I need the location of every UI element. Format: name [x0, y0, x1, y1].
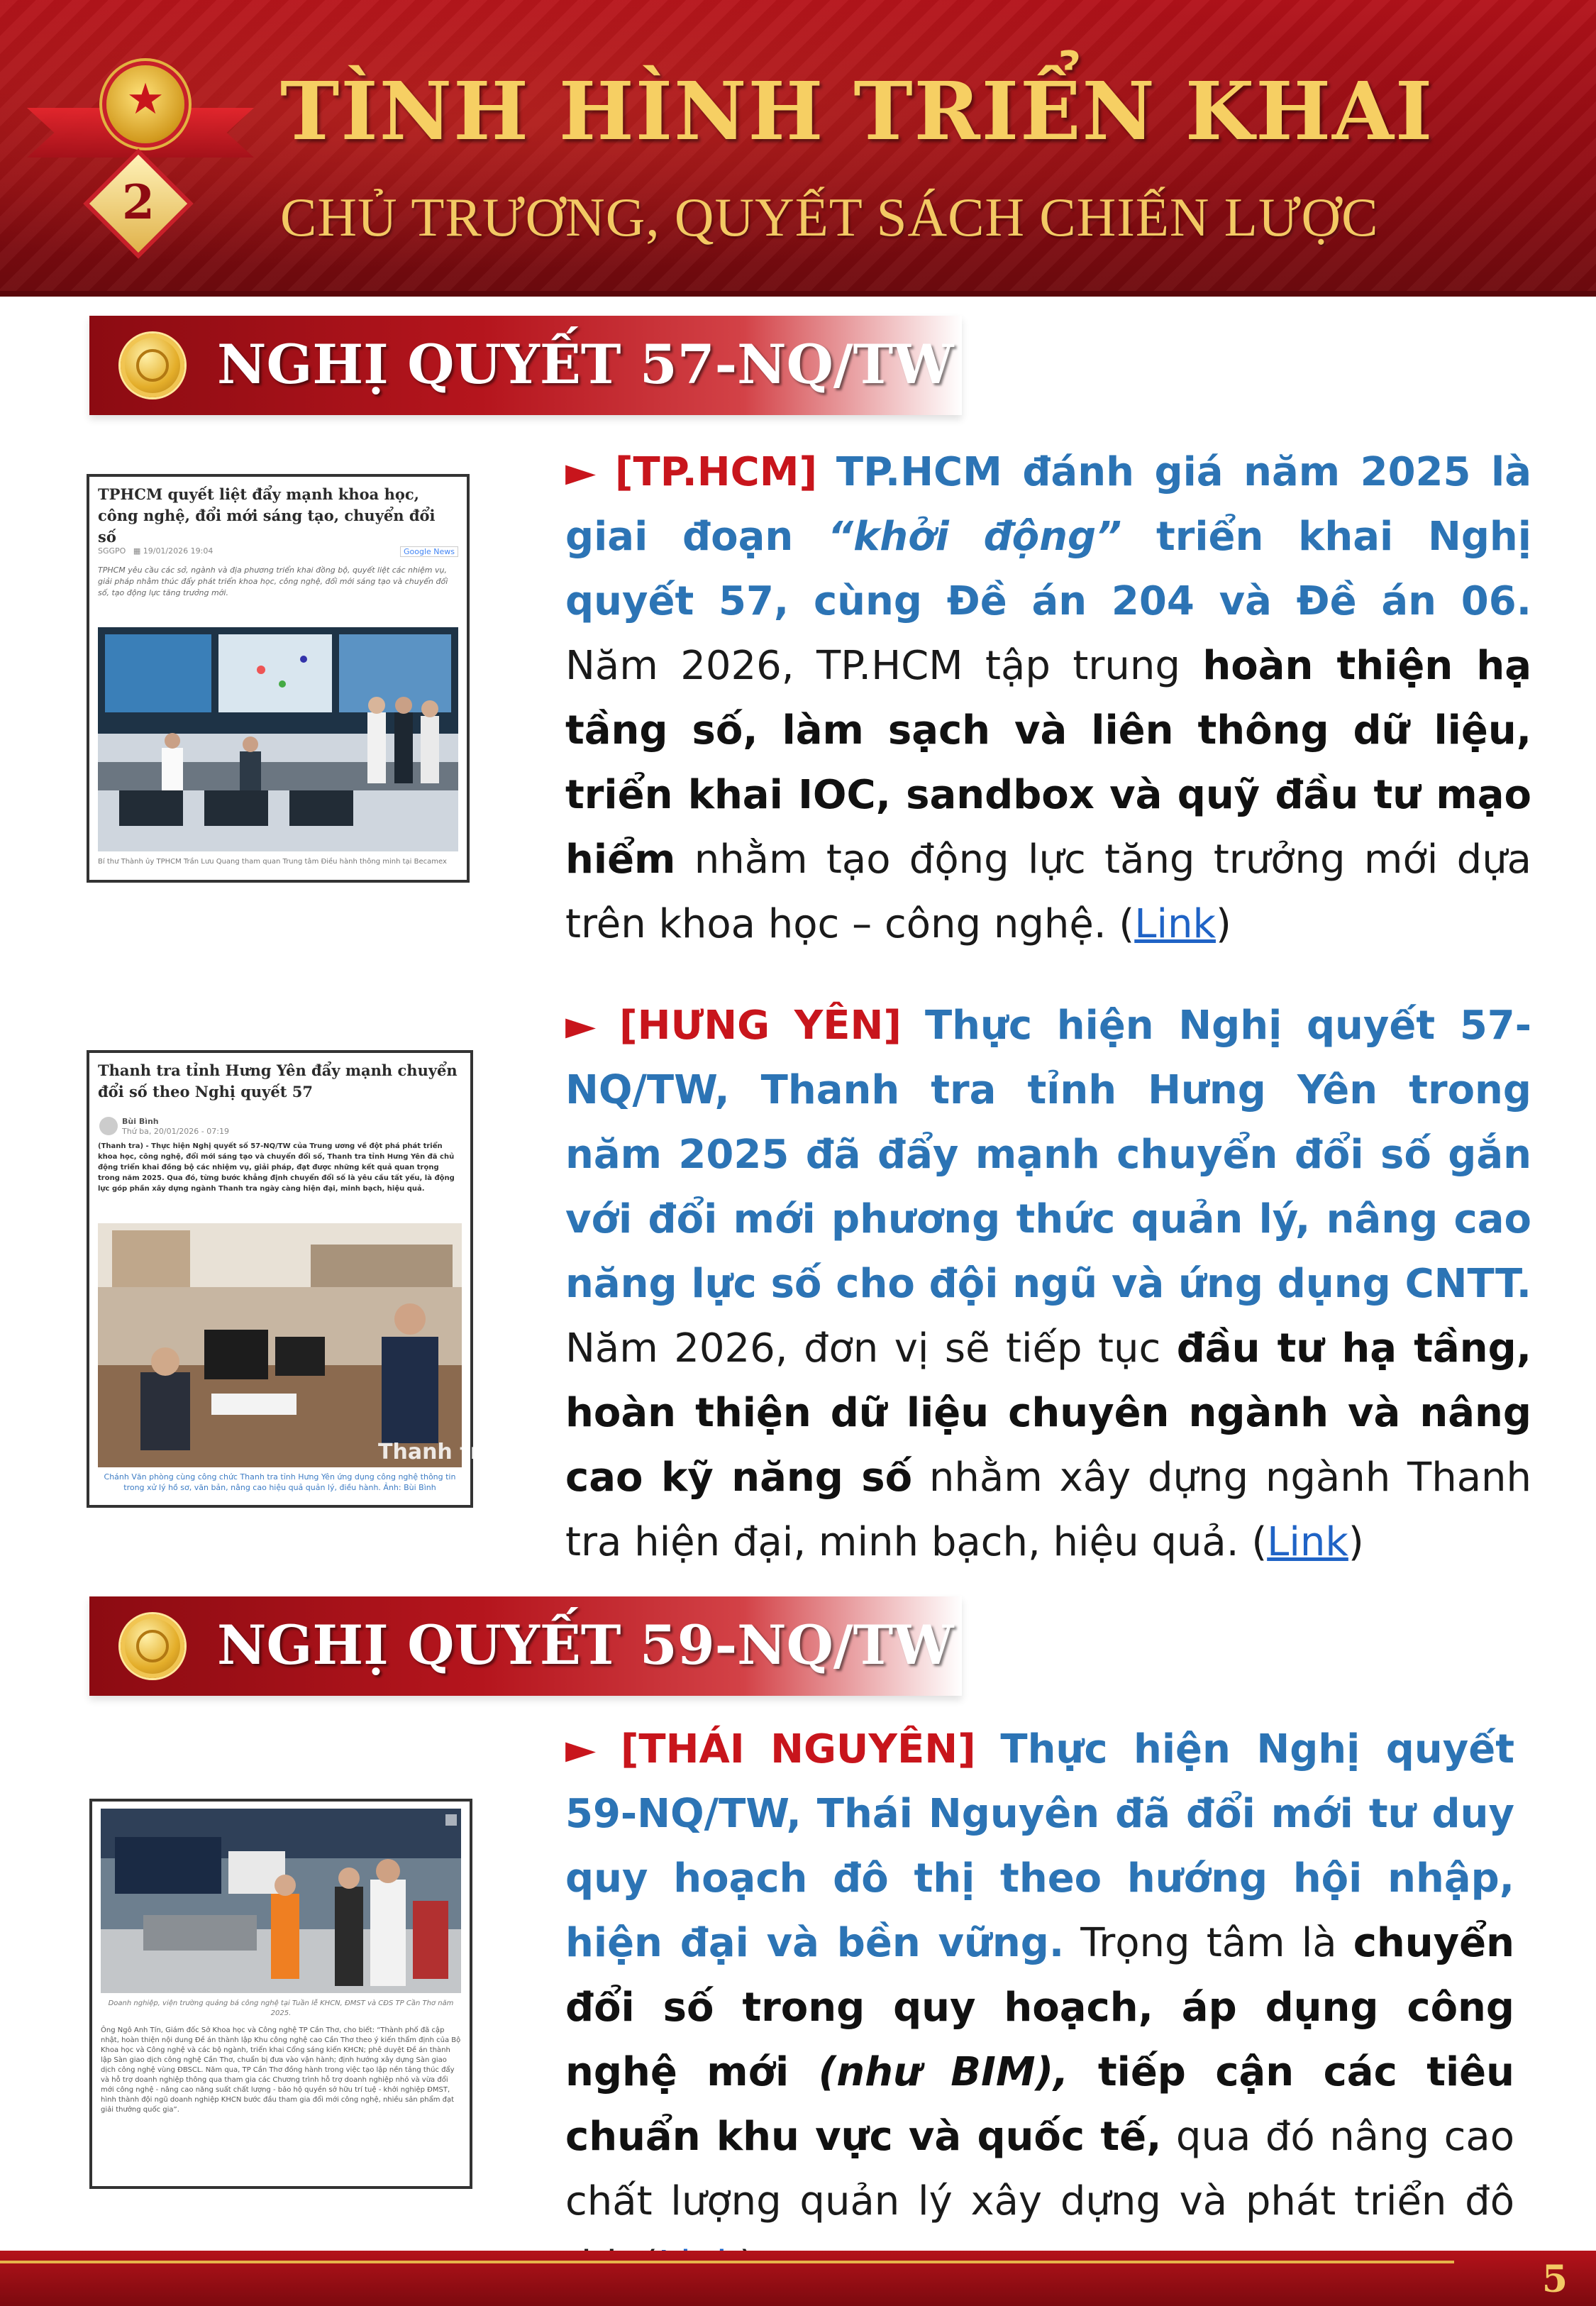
thumbnail-meta: [98, 546, 458, 556]
calendar-icon: ▦: [133, 546, 141, 556]
section-title: NGHỊ QUYẾT 59-NQ/TW: [217, 1613, 954, 1677]
article-highlight: Thực hiện Nghị quyết 57-NQ/TW, Thanh tra tỉnh Hưng Yên trong năm 2025 đã đẩy mạnh chuyển đổi số gắn với đổi mới phương thức quản lý, nâng cao năng lực số cho đội ngũ và ứng dụng CNTT.: [565, 1003, 1531, 1307]
article-thumbnail-thai-nguyen[interactable]: [89, 1799, 472, 2189]
watermark-text: Thanh tra: [378, 1440, 495, 1464]
article-text: Trọng tâm là: [1064, 1920, 1353, 1966]
article-hcm: ► [TP.HCM] TP.HCM đánh giá năm 2025 là giai đoạn “khởi động” triển khai Nghị quyết 57, cùng Đề án 204 và Đề án 06. Năm 2026, TP.HCM tập trung hoàn thiện hạ tầng số, làm sạch và liên thông dữ liệu, triển khai IOC, sandbox và quỹ đầu tư mạo hiểm nhằm tạo động lực tăng trưởng mới dựa trên khoa học – công nghệ. (Link): [565, 449, 1532, 947]
avatar: [99, 1117, 118, 1135]
article-thumbnail-hung-yen[interactable]: [87, 1050, 495, 1508]
section-bar-nq57: [89, 316, 962, 415]
thumbnail-lead: Ông Ngô Anh Tín, Giám đốc Sở Khoa học và Công nghệ TP Cần Thơ, cho biết: “Thành phố đã cập nhật, hoàn thiện nội dung Đề án thành lập Khu công nghệ cao Cần Thơ theo ý kiến thẩm định của Bộ Khoa học và Công nghệ và các bộ ngành, triển khai Cổng sáng kiến KHCN; phê duyệt Đề án thành lập Sàn giao dịch công nghệ Cần Thơ, chuẩn bị đưa vào vận hành; định hướng xây dựng Sàn giao dịch công nghệ vùng ĐBSCL. Năm qua, TP Cần Thơ đồng hành trong việc tạo lập nền tảng thúc đẩy và hỗ trợ doanh nghiệp thông qua tham gia các Chương trình hỗ trợ doanh nghiệp nhỏ và vừa đổi mới công nghệ - nâng cao năng suất chất lượng - bảo hộ quyền sở hữu trí tuệ - khởi nghiệp ĐMST, hình thành đội ngũ doanh nghiệp KHCN bước đầu tham gia đổi mới công nghệ, nhiều sản phẩm đạt giải thưởng quốc gia”.: [101, 2026, 461, 2114]
article-bold-italic: (như BIM),: [818, 2049, 1069, 2095]
page-title: TÌNH HÌNH TRIỂN KHAI: [280, 65, 1434, 158]
thumbnail-lead: TPHCM yêu cầu các sở, ngành và địa phương triển khai đồng bộ, quyết liệt các nhiệm vụ, giải pháp nhằm thúc đẩy phát triển khoa học, công nghệ, đổi mới sáng tạo và chuyển đổi số, tạo động lực tăng trưởng mới.: [98, 566, 448, 597]
thumbnail-date: 19/01/2026 19:04: [143, 546, 214, 556]
header-divider: [0, 291, 1596, 297]
page-subtitle: CHỦ TRƯƠNG, QUYẾT SÁCH CHIẾN LƯỢC: [280, 187, 1379, 248]
thumbnail-date: Thứ ba, 20/01/2026 - 07:19: [122, 1127, 229, 1136]
article-bold: hoàn thiện hạ tầng số, làm sạch và liên thông dữ liệu, triển khai IOC, sandbox và quỹ đầu tư mạo hiểm: [565, 643, 1532, 883]
page-header: [0, 0, 1596, 297]
article-text: Năm 2026, TP.HCM tập trung: [565, 643, 1203, 689]
thumbnail-author: Bùi Bình: [122, 1117, 159, 1126]
article-link[interactable]: Link: [1134, 901, 1216, 947]
thumbnail-meta: [122, 1117, 462, 1137]
article-highlight: TP.HCM đánh giá năm 2025 là giai đoạn “khởi động” triển khai Nghị quyết 57, cùng Đề án 204 và Đề án 06.: [565, 449, 1531, 624]
thumbnail-caption: Chánh Văn phòng cùng công chức Thanh tra tỉnh Hưng Yên ứng dụng công nghệ thông tin trong xử lý hồ sơ, văn bản, nâng cao hiệu quả quản lý, điều hành. Ảnh: Bùi Bình: [104, 1472, 456, 1492]
section-number: 2: [122, 175, 155, 230]
office-photo: [98, 1223, 495, 1467]
thumbnail-headline: Thanh tra tỉnh Hưng Yên đẩy mạnh chuyển đổi số theo Nghị quyết 57: [98, 1061, 458, 1100]
thumbnail-lead: (Thanh tra) - Thực hiện Nghị quyết số 57-NQ/TW của Trung ương về đột phá phát triển khoa học, công nghệ, đổi mới sáng tạo và chuyển đổi số, Thanh tra tỉnh Hưng Yên đã chủ động triển khai đồng bộ các nhiệm vụ, giải pháp, đạt được những kết quả quan trọng trong năm 2025. Qua đó, từng bước khẳng định chuyển đổi số là yêu cầu tất yếu, là động lực góp phần xây dựng ngành Thanh tra ngày càng hiện đại, minh bạch, hiệu quả.: [98, 1142, 455, 1193]
thumbnail-caption: Bí thư Thành ủy TPHCM Trần Lưu Quang tham quan Trung tâm Điều hành thông minh tại Becamex: [98, 858, 447, 866]
article-hung-yen: ► [HƯNG YÊN] Thực hiện Nghị quyết 57-NQ/TW, Thanh tra tỉnh Hưng Yên trong năm 2025 đã đẩy mạnh chuyển đổi số gắn với đổi mới phương thức quản lý, nâng cao năng lực số cho đội ngũ và ứng dụng CNTT. Năm 2026, đơn vị sẽ tiếp tục đầu tư hạ tầng, hoàn thiện dữ liệu chuyên ngành và nâng cao kỹ năng số nhằm xây dựng ngành Thanh tra hiện đại, minh bạch, hiệu quả. (Link): [565, 1003, 1532, 1565]
article-bold: tiếp cận các tiêu chuẩn khu vực và quốc tế,: [565, 2049, 1515, 2160]
gold-medal-icon: [121, 333, 184, 397]
article-link[interactable]: Link: [1267, 1519, 1348, 1565]
article-tag: [HƯNG YÊN]: [619, 1003, 902, 1049]
page-number: 5: [1541, 2258, 1568, 2301]
page-footer: [0, 2251, 1596, 2306]
triangle-bullet-icon: ►: [565, 1003, 597, 1049]
article-text: nhằm tạo động lực tăng trưởng mới dựa trên khoa học – công nghệ. (: [565, 837, 1531, 947]
article-text: Năm 2026, đơn vị sẽ tiếp tục: [565, 1325, 1177, 1372]
national-emblem-icon: ★: [106, 65, 184, 143]
article-tag: [THÁI NGUYÊN]: [620, 1726, 976, 1772]
thumbnail-source: SGGPO: [98, 546, 126, 556]
thumbnail-caption: Doanh nghiệp, viện trường quảng bá công nghệ tại Tuần lễ KHCN, ĐMST và CĐS TP Cần Thơ năm 2025.: [108, 1999, 454, 2017]
article-tag: [TP.HCM]: [614, 449, 818, 495]
triangle-bullet-icon: ►: [565, 1726, 597, 1772]
article-text: nhằm xây dựng ngành Thanh tra hiện đại, minh bạch, hiệu quả. (: [565, 1455, 1532, 1565]
footer-gold-line: [0, 2261, 1454, 2263]
article-bold: đầu tư hạ tầng, hoàn thiện dữ liệu chuyên ngành và nâng cao kỹ năng số: [565, 1325, 1531, 1501]
control-room-photo: [98, 627, 458, 851]
article-thumbnail-hcm[interactable]: [87, 474, 470, 883]
section-title: NGHỊ QUYẾT 57-NQ/TW: [217, 333, 954, 396]
article-bold: chuyển đổi số trong quy hoạch, áp dụng công nghệ mới: [565, 1920, 1514, 2095]
triangle-bullet-icon: ►: [565, 449, 597, 495]
article-text: qua đó nâng cao chất lượng quản lý xây dựng và phát triển đô: [565, 2114, 1514, 2224]
article-highlight: Thực hiện Nghị quyết 59-NQ/TW, Thái Nguyên đã đổi mới tư duy quy hoạch đô thị theo hướng hội nhập, hiện đại và bền vững.: [565, 1726, 1514, 1966]
article-thai-nguyen: [565, 1717, 1514, 2298]
gold-medal-icon: [121, 1614, 184, 1678]
section-bar-nq59: [89, 1596, 962, 1696]
google-news-badge: Google News: [400, 546, 458, 557]
exhibition-photo: [101, 1809, 461, 1993]
thumbnail-headline: TPHCM quyết liệt đẩy mạnh khoa học, công nghệ, đổi mới sáng tạo, chuyển đổi số: [98, 485, 436, 546]
